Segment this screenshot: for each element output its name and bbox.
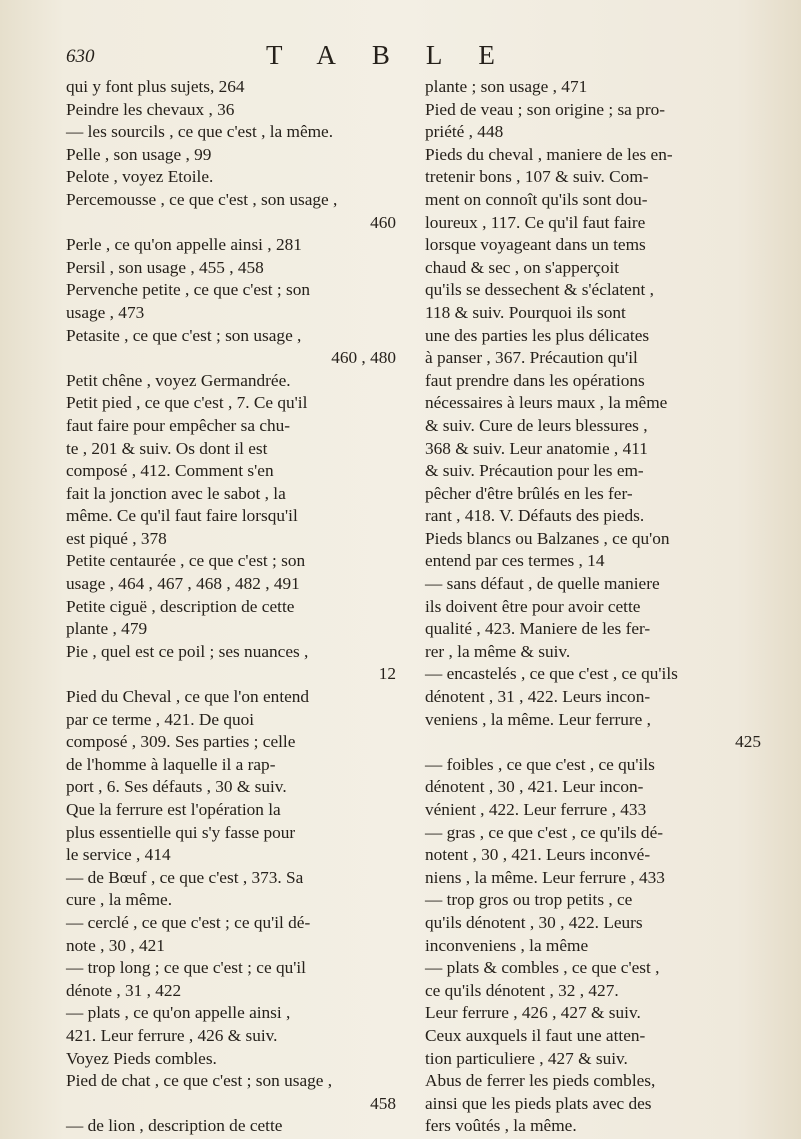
index-line: 118 & suiv. Pourquoi ils sont xyxy=(425,302,626,322)
index-line: qu'ils se dessechent & s'éclatent , xyxy=(425,280,654,300)
index-line: par ce terme , 421. De quoi xyxy=(66,709,255,729)
index-line: Petit chêne , voyez Germandrée. xyxy=(66,370,291,390)
index-line: entend par ces termes , 14 xyxy=(425,551,605,571)
index-line: qui y font plus sujets, 264 xyxy=(66,77,245,96)
index-line: qu'ils dénotent , 30 , 422. Leurs xyxy=(425,912,643,932)
index-line: 458 xyxy=(370,1093,396,1113)
index-line: Petite centaurée , ce que c'est ; son xyxy=(66,551,306,571)
index-line: plante , 479 xyxy=(66,619,148,639)
index-line: inconveniens , la même xyxy=(425,935,589,955)
index-line: ce qu'ils dénotent , 32 , 427. xyxy=(425,980,619,1000)
index-line: rant , 418. V. Défauts des pieds. xyxy=(425,506,645,526)
index-column-left xyxy=(66,76,396,1138)
index-line: Abus de ferrer les pieds combles, xyxy=(425,1071,656,1091)
index-line: loureux , 117. Ce qu'il faut faire xyxy=(425,212,646,232)
index-line: & suiv. Précaution pour les em- xyxy=(425,461,644,481)
index-line: 421. Leur ferrure , 426 & suiv. xyxy=(66,1025,278,1045)
index-line: 460 , 480 xyxy=(331,348,396,368)
index-line: — plats , ce qu'on appelle ainsi , xyxy=(66,1003,291,1023)
index-line: à panser , 367. Précaution qu'il xyxy=(425,348,638,368)
index-line: vénient , 422. Leur ferrure , 433 xyxy=(425,800,647,819)
index-line: Pelote , voyez Etoile. xyxy=(66,167,214,187)
index-line: Pied de veau ; son origine ; sa pro- xyxy=(425,99,665,119)
index-line: — de Bœuf , ce que c'est , 373. Sa xyxy=(66,867,304,887)
index-line: Voyez Pieds combles. xyxy=(66,1048,217,1068)
index-line: niens , la même. Leur ferrure , 433 xyxy=(425,867,665,887)
index-line: — sans défaut , de quelle maniere xyxy=(425,574,660,594)
index-line: 425 xyxy=(735,732,761,752)
index-line: Pie , quel est ce poil ; ses nuances , xyxy=(66,641,309,661)
page-number: 630 xyxy=(66,46,95,67)
index-line: veniens , la même. Leur ferrure , xyxy=(425,709,651,729)
index-line: tion particuliere , 427 & suiv. xyxy=(425,1048,628,1068)
index-line: Petasite , ce que c'est ; son usage , xyxy=(66,325,302,345)
index-line: même. Ce qu'il faut faire lorsqu'il xyxy=(66,506,298,526)
index-line: ment on connoît qu'ils sont dou- xyxy=(425,189,648,209)
index-line: Petit pied , ce que c'est , 7. Ce qu'il xyxy=(66,393,308,413)
index-line: dénote , 31 , 422 xyxy=(66,980,182,1000)
page-title: TABLE xyxy=(266,40,531,70)
index-line: Pervenche petite , ce que c'est ; son xyxy=(66,280,310,300)
index-line: Leur ferrure , 426 , 427 & suiv. xyxy=(425,1003,641,1023)
index-line: — de lion , description de cette xyxy=(66,1116,283,1136)
index-line: — plats & combles , ce que c'est , xyxy=(425,958,660,978)
index-line: usage , 464 , 467 , 468 , 482 , 491 xyxy=(66,574,300,594)
index-line: Pelle , son usage , 99 xyxy=(66,144,212,164)
index-line: plante ; son usage , 471 xyxy=(425,77,588,96)
index-line: — trop gros ou trop petits , ce xyxy=(425,890,633,910)
index-line: Pieds blancs ou Balzanes , ce qu'on xyxy=(425,528,670,548)
index-line: de l'homme à laquelle il a rap- xyxy=(66,754,276,774)
index-line: — foibles , ce que c'est , ce qu'ils xyxy=(425,754,655,774)
index-line: usage , 473 xyxy=(66,302,145,322)
index-line: 460 xyxy=(370,212,396,232)
index-line: tretenir bons , 107 & suiv. Com- xyxy=(425,167,649,187)
index-line: Pieds du cheval , maniere de les en- xyxy=(425,144,673,164)
index-line: fers voûtés , la même. xyxy=(425,1116,577,1136)
index-line: pêcher d'être brûlés en les fer- xyxy=(425,483,633,503)
index-line: plus essentielle qui s'y fasse pour xyxy=(66,822,296,842)
index-column-right xyxy=(425,76,761,1138)
index-line: — cerclé , ce que c'est ; ce qu'il dé- xyxy=(66,912,311,932)
index-line: faut faire pour empêcher sa chu- xyxy=(66,415,291,435)
index-line: composé , 309. Ses parties ; celle xyxy=(66,732,296,752)
index-line: dénotent , 31 , 422. Leurs incon- xyxy=(425,687,651,707)
index-line: cure , la même. xyxy=(66,890,173,910)
index-line: composé , 412. Comment s'en xyxy=(66,461,274,481)
index-line: 12 xyxy=(378,664,396,684)
index-line: Ceux auxquels il faut une atten- xyxy=(425,1025,646,1045)
index-line: qualité , 423. Maniere de les fer- xyxy=(425,619,651,639)
index-line: — gras , ce que c'est , ce qu'ils dé- xyxy=(425,822,663,842)
index-line: lorsque voyageant dans un tems xyxy=(425,235,646,255)
index-line: 368 & suiv. Leur anatomie , 411 xyxy=(425,438,648,458)
index-line: Pied de chat , ce que c'est ; son usage , xyxy=(66,1071,333,1091)
index-line: — les sourcils , ce que c'est , la même. xyxy=(66,122,334,142)
index-line: notent , 30 , 421. Leurs inconvé- xyxy=(425,845,651,865)
index-line: Pied du Cheval , ce que l'on entend xyxy=(66,687,310,707)
index-line: chaud & sec , on s'apperçoit xyxy=(425,257,620,277)
index-line: port , 6. Ses défauts , 30 & suiv. xyxy=(66,777,287,797)
index-line: te , 201 & suiv. Os dont il est xyxy=(66,438,268,458)
index-line: Persil , son usage , 455 , 458 xyxy=(66,257,264,277)
index-line: ils doivent être pour avoir cette xyxy=(425,596,641,616)
index-line: Petite ciguë , description de cette xyxy=(66,596,295,616)
page-header xyxy=(66,40,756,74)
index-line: Perle , ce qu'on appelle ainsi , 281 xyxy=(66,235,302,255)
index-line: une des parties les plus délicates xyxy=(425,325,650,345)
index-line: & suiv. Cure de leurs blessures , xyxy=(425,415,648,435)
index-line: dénotent , 30 , 421. Leur incon- xyxy=(425,777,644,797)
index-line: priété , 448 xyxy=(425,122,504,142)
index-line: fait la jonction avec le sabot , la xyxy=(66,483,286,503)
index-line: Que la ferrure est l'opération la xyxy=(66,800,281,819)
index-line: rer , la même & suiv. xyxy=(425,641,571,661)
index-line: faut prendre dans les opérations xyxy=(425,370,645,390)
index-line: — encastelés , ce que c'est , ce qu'ils xyxy=(425,664,678,684)
index-line: — trop long ; ce que c'est ; ce qu'il xyxy=(66,958,306,978)
index-line: nécessaires à leurs maux , la même xyxy=(425,393,668,413)
index-line: Peindre les chevaux , 36 xyxy=(66,99,235,119)
index-line: note , 30 , 421 xyxy=(66,935,165,955)
index-line: ainsi que les pieds plats avec des xyxy=(425,1093,652,1113)
index-line: Percemousse , ce que c'est , son usage , xyxy=(66,189,338,209)
index-line: le service , 414 xyxy=(66,845,171,865)
index-line: est piqué , 378 xyxy=(66,528,167,548)
